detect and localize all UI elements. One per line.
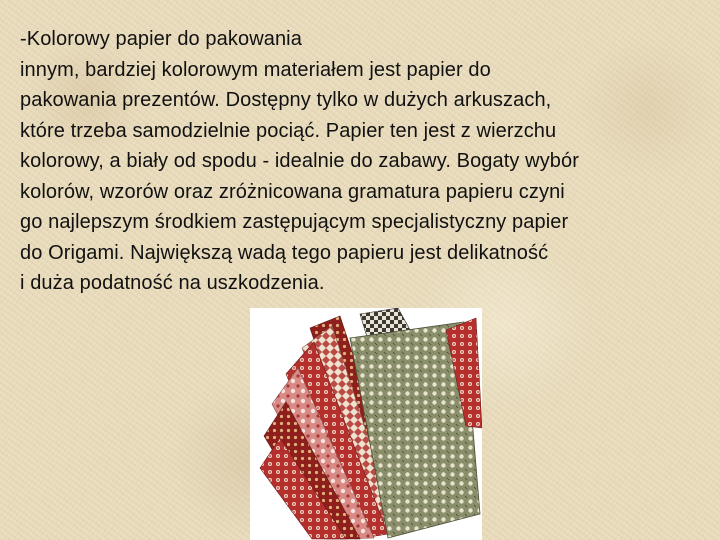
body-line: kolorowy, a biały od spodu - idealnie do zabawy. Bogaty wybór [20,150,579,172]
body-line: pakowania prezentów. Dostępny tylko w dużych arkuszach, [20,89,552,111]
slide-text [20,24,710,299]
wrapping-paper-illustration [250,308,482,540]
body-line: do Origami. Największą wadą tego papieru jest delikatność [20,241,549,264]
body-line: kolorów, wzorów oraz zróżnicowana gramatura papieru czyni [20,180,565,203]
body-line: go najlepszym środkiem zastępującym specjalistyczny papier [20,211,569,233]
body-line: i duża podatność na uszkodzenia. [20,272,325,294]
slide-heading: -Kolorowy papier do pakowania [20,28,302,50]
body-line: które trzeba samodzielnie pociąć. Papier ten jest z wierzchu [20,119,557,142]
wrapping-paper-photo [250,308,482,540]
body-line: innym, bardziej kolorowym materiałem jest papier do [20,58,491,81]
